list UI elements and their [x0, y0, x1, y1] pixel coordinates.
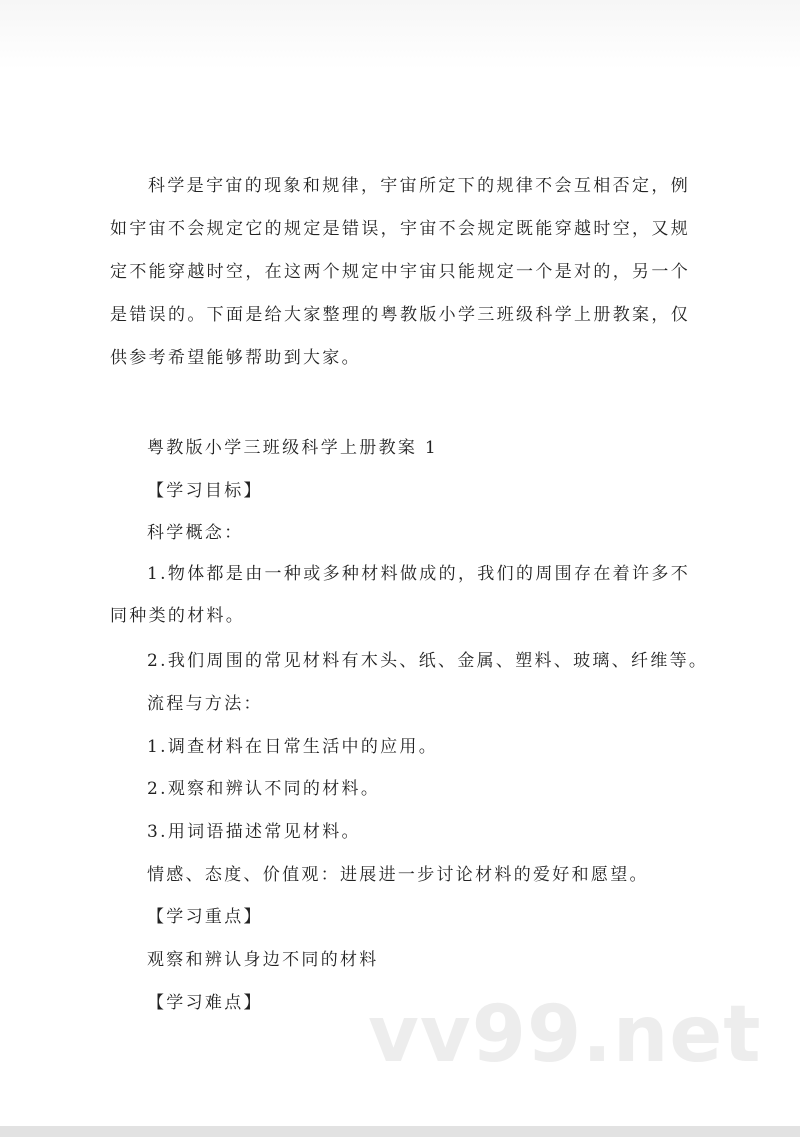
- intro-paragraph: 科学是宇宙的现象和规律，宇宙所定下的规律不会互相否定，例如宇宙不会规定它的规定是错误，宇宙不会规定既能穿越时空，又规定不能穿越时空，在这两个规定中宇宙只能规定一个是对的，另一个是错误的。下面是给大家整理的粤教版小学三班级科学上册教案，仅供参考希望能够帮助到大家。: [110, 176, 690, 368]
- process-heading: 流程与方法：: [147, 694, 263, 714]
- process-item-1: 1.调查材料在日常生活中的应用。: [147, 737, 439, 757]
- key-points-heading: 【学习重点】: [147, 907, 263, 927]
- watermark-logo: vv99.net: [368, 990, 762, 1080]
- lesson-title: 粤教版小学三班级科学上册教案 1: [147, 438, 439, 458]
- concept-item-2: 2.我们周围的常见材料有木头、纸、金属、塑料、玻璃、纤维等。: [147, 651, 709, 671]
- page-top-band: [0, 0, 800, 70]
- objectives-heading: 【学习目标】: [147, 481, 263, 501]
- attitude-line: 情感、态度、价值观：进展进一步讨论材料的爱好和愿望。: [147, 865, 649, 885]
- process-item-2: 2.观察和辨认不同的材料。: [147, 779, 381, 799]
- difficulties-heading: 【学习难点】: [147, 993, 263, 1013]
- concept-heading: 科学概念：: [147, 523, 244, 543]
- key-points-text: 观察和辨认身边不同的材料: [147, 950, 379, 970]
- concept-item-1: 1.物体都是由一种或多种材料做成的，我们的周围存在着许多不同种类的材料。: [110, 564, 690, 626]
- page-bottom-edge: [0, 1126, 800, 1137]
- process-item-3: 3.用词语描述常见材料。: [147, 822, 361, 842]
